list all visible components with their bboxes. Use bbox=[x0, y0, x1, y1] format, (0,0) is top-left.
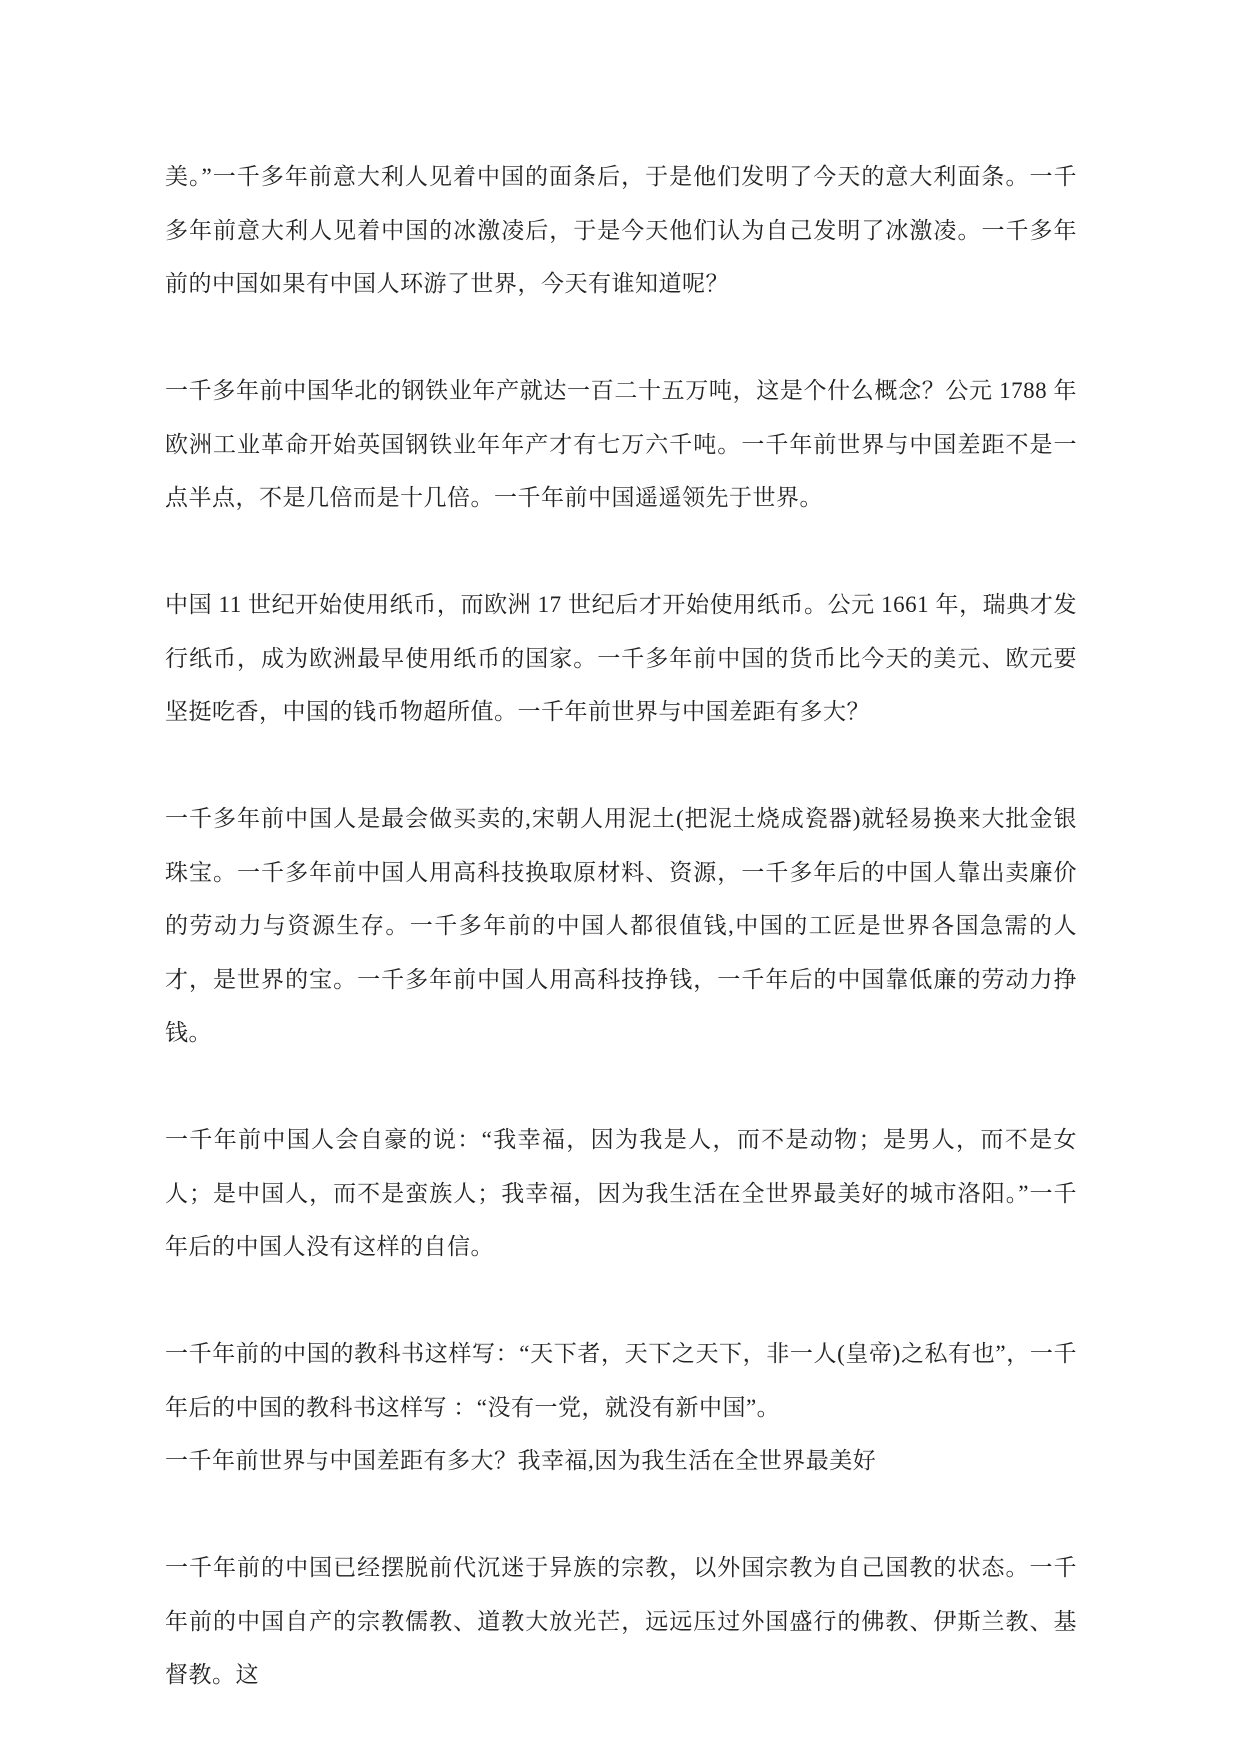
paragraph-7-continuation-line: 一千年前世界与中国差距有多大？我幸福,因为我生活在全世界最美好 bbox=[165, 1448, 877, 1473]
paragraph-8: 一千年前的中国已经摆脱前代沉迷于异族的宗教，以外国宗教为自己国教的状态。一千年前的中国自产的宗教儒教、道教大放光芒，远远压过外国盛行的佛教、伊斯兰教、基督教。这 bbox=[165, 1555, 1077, 1687]
paragraph-3: 中国 11 世纪开始使用纸币，而欧洲 17 世纪后才开始使用纸币。公元 1661 年，瑞典才发行纸币，成为欧洲最早使用纸币的国家。一千多年前中国的货币比今天的美元、欧元要坚挺吃香，中国的钱币物超所值。一千年前世界与中国差距有多大？ bbox=[165, 592, 1077, 724]
paragraph-5: 一千年前中国人会自豪的说：“我幸福，因为我是人，而不是动物；是男人，而不是女人；是中国人，而不是蛮族人；我幸福，因为我生活在全世界最美好的城市洛阳。”一千年后的中国人没有这样的自信。 bbox=[165, 1127, 1077, 1259]
paragraph-1: 美。”一千多年前意大利人见着中国的面条后，于是他们发明了今天的意大利面条。一千多年前意大利人见着中国的冰激凌后，于是今天他们认为自己发明了冰激凌。一千多年前的中国如果有中国人环游了世界，今天有谁知道呢？ bbox=[165, 164, 1077, 296]
paragraph-6: 一千年前的中国的教科书这样写：“天下者，天下之天下，非一人(皇帝)之私有也”，一千年后的中国的教科书这样写 ：“没有一党，就没有新中国”。 bbox=[165, 1341, 1077, 1420]
paragraph-2: 一千多年前中国华北的钢铁业年产就达一百二十五万吨，这是个什么概念？公元 1788 年欧洲工业革命开始英国钢铁业年年产才有七万六千吨。一千年前世界与中国差距不是一点半点，不是几倍而是十几倍。一千年前中国遥遥领先于世界。 bbox=[165, 378, 1077, 510]
paragraph-4: 一千多年前中国人是最会做买卖的,宋朝人用泥土(把泥土烧成瓷器)就轻易换来大批金银珠宝。一千多年前中国人用高科技换取原材料、资源，一千多年后的中国人靠出卖廉价的劳动力与资源生存。一千多年前的中国人都很值钱,中国的工匠是世界各国急需的人才，是世界的宝。一千多年前中国人用高科技挣钱，一千年后的中国靠低廉的劳动力挣钱。 bbox=[165, 806, 1077, 1045]
